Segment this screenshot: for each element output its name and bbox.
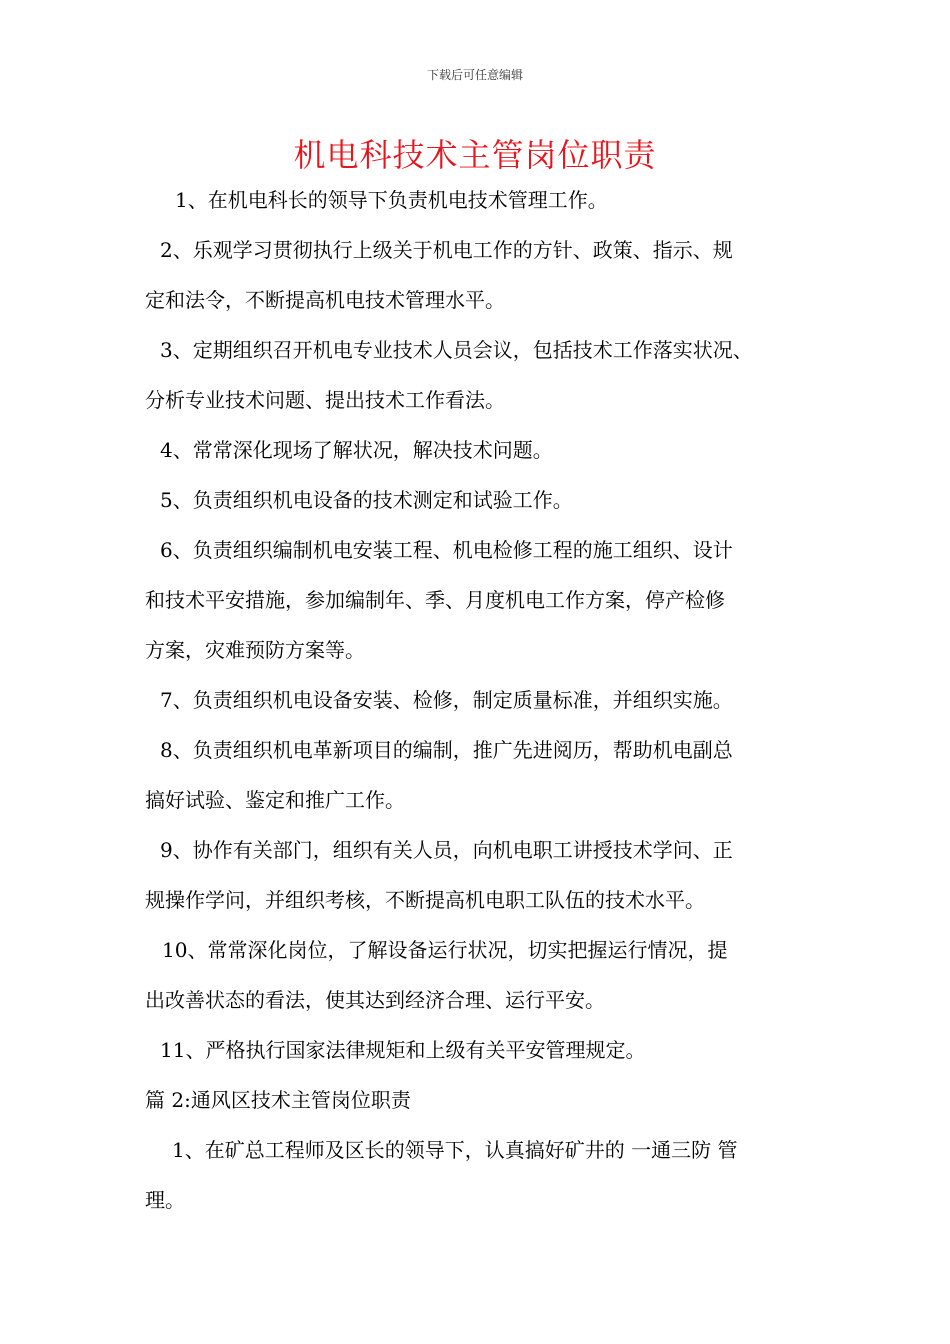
page-title: 机电科技术主管岗位职责 (293, 136, 657, 174)
paragraph-line-20: 1、在矿总工程师及区长的领导下，认真搞好矿井的 一通三防 管 (172, 1138, 738, 1162)
paragraph-line-11: 7、负责组织机电设备安装、检修，制定质量标准，并组织实施。 (160, 688, 733, 712)
paragraph-line-12: 8、负责组织机电革新项目的编制，推广先进阅历，帮助机电副总 (160, 738, 733, 762)
paragraph-line-3: 定和法令，不断提高机电技术管理水平。 (145, 288, 505, 312)
paragraph-line-5: 分析专业技术问题、提出技术工作看法。 (145, 388, 505, 412)
paragraph-line-8: 6、负责组织编制机电安装工程、机电检修工程的施工组织、设计 (160, 538, 733, 562)
paragraph-line-4: 3、定期组织召开机电专业技术人员会议，包括技术工作落实状况、 (160, 338, 753, 362)
header-note: 下载后可任意编辑 (426, 68, 523, 82)
paragraph-line-13: 搞好试验、鉴定和推广工作。 (145, 788, 405, 812)
paragraph-line-9: 和技术平安措施，参加编制年、季、月度机电工作方案，停产检修 (145, 588, 725, 612)
paragraph-line-21: 理。 (145, 1188, 185, 1212)
paragraph-line-16: 10、常常深化岗位，了解设备运行状况，切实把握运行情况，提 (162, 938, 728, 962)
section-heading: 篇 2:通风区技术主管岗位职责 (145, 1088, 411, 1112)
paragraph-line-1: 1、在机电科长的领导下负责机电技术管理工作。 (175, 188, 608, 212)
paragraph-line-17: 出改善状态的看法，使其达到经济合理、运行平安。 (145, 988, 605, 1012)
paragraph-line-14: 9、协作有关部门，组织有关人员，向机电职工讲授技术学问、正 (160, 838, 733, 862)
paragraph-line-6: 4、常常深化现场了解状况，解决技术问题。 (160, 438, 553, 462)
paragraph-line-10: 方案，灾难预防方案等。 (145, 638, 365, 662)
paragraph-line-7: 5、负责组织机电设备的技术测定和试验工作。 (160, 488, 573, 512)
paragraph-line-2: 2、乐观学习贯彻执行上级关于机电工作的方针、政策、指示、规 (160, 238, 733, 262)
paragraph-line-15: 规操作学问，并组织考核，不断提高机电职工队伍的技术水平。 (145, 888, 705, 912)
paragraph-line-18: 11、严格执行国家法律规矩和上级有关平安管理规定。 (160, 1038, 646, 1062)
